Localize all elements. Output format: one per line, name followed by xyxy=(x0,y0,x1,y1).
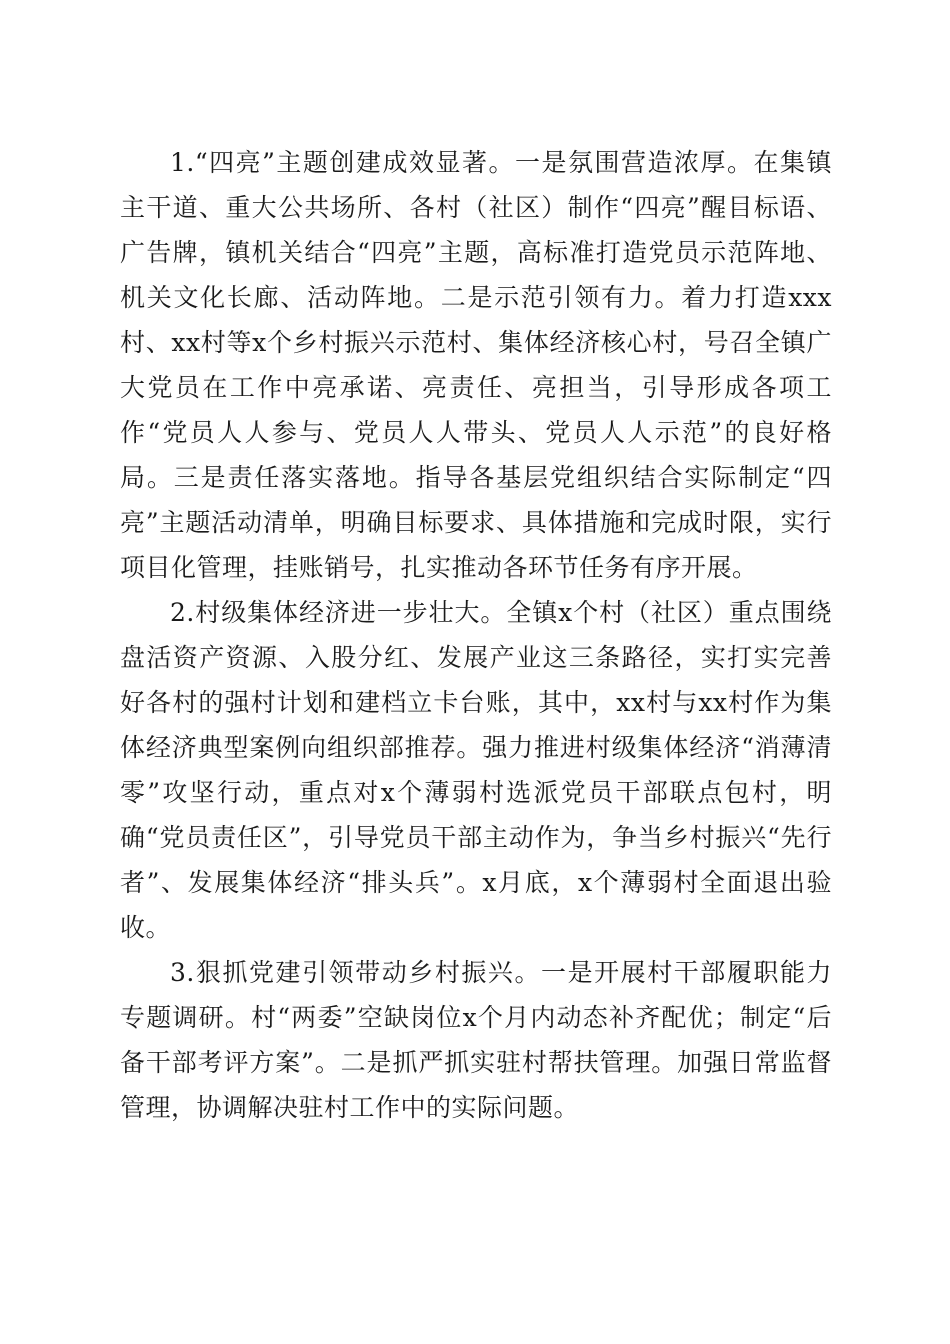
paragraph-3: 3.狠抓党建引领带动乡村振兴。一是开展村干部履职能力专题调研。村“两委”空缺岗位x个月内动态补齐配优；制定“后备干部考评方案”。二是抓严抓实驻村帮扶管理。加强日常监督管理，协调解决驻村工作中的实际问题。 xyxy=(120,958,832,1122)
paragraph-2: 2.村级集体经济进一步壮大。全镇x个村（社区）重点围绕盘活资产资源、入股分红、发展产业这三条路径，实打实完善好各村的强村计划和建档立卡台账，其中，xx村与xx村作为集体经济典型案例向组织部推荐。强力推进村级集体经济“消薄清零”攻坚行动，重点对x个薄弱村选派党员干部联点包村，明确“党员责任区”，引导党员干部主动作为，争当乡村振兴“先行者”、发展集体经济“排头兵”。x月底，x个薄弱村全面退出验收。 xyxy=(120,598,832,942)
document-body xyxy=(120,140,832,1130)
paragraph-1: 1.“四亮”主题创建成效显著。一是氛围营造浓厚。在集镇主干道、重大公共场所、各村（社区）制作“四亮”醒目标语、广告牌，镇机关结合“四亮”主题，高标准打造党员示范阵地、机关文化长廊、活动阵地。二是示范引领有力。着力打造xxx村、xx村等x个乡村振兴示范村、集体经济核心村，号召全镇广大党员在工作中亮承诺、亮责任、亮担当，引导形成各项工作“党员人人参与、党员人人带头、党员人人示范”的良好格局。三是责任落实落地。指导各基层党组织结合实际制定“四亮”主题活动清单，明确目标要求、具体措施和完成时限，实行项目化管理，挂账销号，扎实推动各环节任务有序开展。 xyxy=(120,148,832,582)
